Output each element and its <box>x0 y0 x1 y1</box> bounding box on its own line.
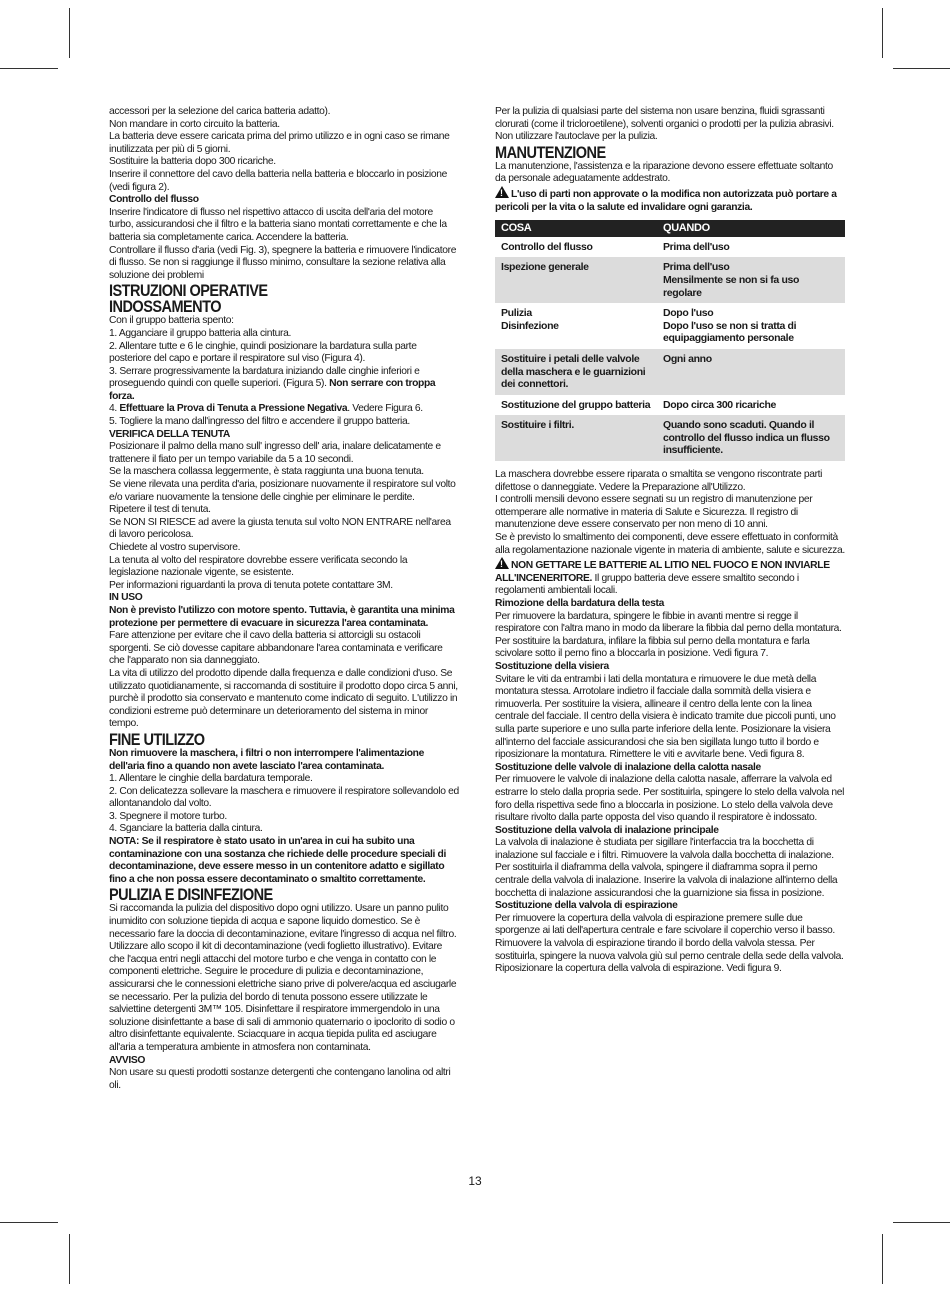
step: 1. Agganciare il gruppo batteria alla cintura. <box>109 327 291 339</box>
table-header-what: COSA <box>495 220 657 237</box>
warning-paragraph <box>495 186 845 214</box>
paragraph: Non usare su questi prodotti sostanze detergenti che contengano lanolina od altri oli. <box>109 1067 451 1091</box>
crop-mark <box>69 8 70 58</box>
paragraph: La maschera dovrebbe essere riparata o smaltita se vengono riscontrate parti difettose o danneggiate. Vedere la Preparazione all'Utilizzo. <box>495 469 823 493</box>
step: 3. Spegnere il motore turbo. <box>109 810 227 822</box>
table-cell-what: Pulizia Disinfezione <box>501 307 559 332</box>
table-cell-what: Sostituire i petali delle valvole della maschera e le guarnizioni dei connettori. <box>495 349 657 395</box>
table-row <box>495 237 845 258</box>
paragraph: La valvola di inalazione è studiata per sigillare l'interfaccia tra la bocchetta di inalazione sul facciale e i filtri. Rimuovere la valvola dalla bocchetta di inalazione. Per sostituirla il diaframma della valvola, spingere il diaframma sopra il perno centrale della valvola di inalazione. Inserire la valvola di inalazione all'interno della bocchetta di inalazione assicurandosi che la guarnizione sia fissa in posizione. <box>495 837 838 899</box>
crop-mark <box>69 1234 70 1284</box>
paragraph: Per rimuovere la bardatura, spingere le fibbie in avanti mentre si regge il respiratore con l'altra mano in modo da liberare la fibbia dal perno della montatura. Per sostituire la bardatura, infilare la fibbia sul perno della montatura e farla scivolare sotto il perno fino a bloccarla in posizione. Vedi figura 7. <box>495 610 842 660</box>
paragraph: Chiedete al vostro supervisore. <box>109 542 241 553</box>
maintenance-table <box>495 220 845 461</box>
subheading-seal-check: VERIFICA DELLA TENUTA <box>109 428 230 440</box>
paragraph: Inserire l'indicatore di flusso nel rispettivo attacco di uscita dell'aria del motore turbo, assicurandosi che il filtro e la batteria siano montati correttamente e che la batteria sia completamente carica. Accendere la batteria. <box>109 206 447 243</box>
subheading-flow-check: Controllo del flusso <box>109 194 199 206</box>
warning-text: NON GETTARE LE BATTERIE AL LITIO NEL FUOCO E NON INVIARLE ALL'INCENERITORE. <box>495 560 830 584</box>
warning-paragraph <box>495 557 845 598</box>
paragraph: Posizionare il palmo della mano sull' ingresso dell' aria, inalare delicatamente e trattenere il fiato per un tempo variabile da 5 a 10 secondi. <box>109 441 441 465</box>
page-number: 13 <box>468 1174 482 1188</box>
paragraph-bold: Non è previsto l'utilizzo con motore spento. Tuttavia, è garantita una minima protezione per permettere di evacuare in sicurezza l'area contaminata. <box>109 604 455 629</box>
table-cell-when: Ogni anno <box>657 349 845 395</box>
table-row <box>495 415 845 461</box>
subheading-inhalation-valve: Sostituzione della valvola di inalazione principale <box>495 824 719 836</box>
table-cell-what: Sostituzione del gruppo batteria <box>501 398 651 411</box>
warning-triangle-icon <box>495 557 509 569</box>
step: 1. Allentare le cinghie della bardatura temporale. <box>109 773 313 785</box>
heading-cleaning: PULIZIA E DISINFEZIONE <box>109 886 273 905</box>
crop-mark <box>0 1222 58 1223</box>
paragraph: La manutenzione, l'assistenza e la riparazione devono essere effettuate soltanto da personale adeguatamente addestrato. <box>495 160 833 185</box>
table-row <box>495 303 845 349</box>
paragraph: Svitare le viti da entrambi i lati della montatura e rimuovere le due metà della montatura stessa. Arrotolare indietro il facciale dalla sommità della visiera e rimuoverla. Per sostituire la visiera, allineare il centro della lente con la linea centrale del facciale. Il centro della visiera è indicato tramite due piccoli punti, uno sulla parte superiore e uno sulla parte inferiore della lente. Posizionare la visiera all'interno del facciale assicurandosi che sia ben sigillata lungo tutto il bordo e riposizionare la montatura. Rimettere le viti e avvitarle bene. Vedi figura 8. <box>495 673 836 761</box>
warning-text: L'uso di parti non approvate o la modifica non autorizzata può portare a pericoli per la vita o la salute ed invalidare ogni garanzia. <box>495 188 837 213</box>
subheading-nose-cup-valves: Sostituzione delle valvole di inalazione della calotta nasale <box>495 761 761 773</box>
table-row <box>495 349 845 395</box>
heading-end-of-use: FINE UTILIZZO <box>109 730 205 749</box>
table-cell-when: Prima dell'uso Mensilmente se non si fa uso regolare <box>657 257 845 303</box>
paragraph: Se è previsto lo smaltimento dei componenti, deve essere effettuato in conformità alla regolamentazione nazionale vigente in materia di ambiente, salute e sicurezza. <box>495 532 845 556</box>
step-text: 3. Serrare progressivamente la bardatura iniziando dalle cinghie inferiori e proseguendo quindi con quelle superiori. (Figura 5). <box>109 365 420 390</box>
subheading-warning: AVVISO <box>109 1054 146 1066</box>
note: NOTA: Se il respiratore è stato usato in un'area in cui ha subito una contaminazione con una sostanza che richiede delle procedure speciali di decontaminazione, deve essere messo in un contenitore adatto e sigillato fino a che non possa essere decontaminato o smaltito correttamente. <box>109 836 447 885</box>
step: 4. Sganciare la batteria dalla cintura. <box>109 823 263 835</box>
table-cell-when: Quando sono scaduti. Quando il controllo del flusso indica un flusso insufficiente. <box>657 415 845 461</box>
step-emphasis: Effettuare la Prova di Tenuta a Pressione Negativa <box>119 403 348 415</box>
paragraph: Ripetere il test di tenuta. <box>109 504 211 516</box>
heading-operating-instructions: ISTRUZIONI OPERATIVE <box>109 282 268 301</box>
step <box>109 403 459 416</box>
paragraph: Per informazioni riguardanti la prova di tenuta potete contattare 3M. <box>109 579 393 591</box>
paragraph: Per rimuovere la copertura della valvola di espirazione premere sulle due sporgenze ai lati dell'apertura centrale e fare scivolare il coperchio verso il basso. Rimuovere la valvola di espirazione tirando il bordo della valvola stessa. Per sostituirla, spingere la nuova valvola giù sul perno centrale della sede della valvola. Riposizionare la copertura della valvola di espirazione. Vedi figura 9. <box>495 912 844 975</box>
table-row <box>495 257 845 303</box>
table-row <box>495 395 845 416</box>
heading-donning: INDOSSAMENTO <box>109 298 221 317</box>
paragraph: La vita di utilizzo del prodotto dipende dalla frequenza e dalle condizioni d'uso. Se utilizzato quotidianamente, si raccomanda di sostituire il prodotto dopo circa 5 anni, purchè il prodotto sia conservato e mantenuto come indicato di seguito. L'utilizzo in condizioni estreme può determinare un deterioramento del sistema in minor tempo. <box>109 667 458 730</box>
paragraph: Se la maschera collassa leggermente, è stata raggiunta una buona tenuta. <box>109 466 424 478</box>
paragraph: La tenuta al volto del respiratore dovrebbe essere verificata secondo la legislazione nazionale vigente, se esistente. <box>109 554 408 579</box>
subheading-visor: Sostituzione della visiera <box>495 660 609 672</box>
paragraph: Fare attenzione per evitare che il cavo della batteria si attorcigli su ostacoli sporgenti. Se ciò dovesse capitare abbandonare l'area contaminata e verificare che l'apparato non sia danneggiato. <box>109 630 443 667</box>
paragraph: Non mandare in corto circuito la batteria. <box>109 118 280 130</box>
paragraph: Inserire il connettore del cavo della batteria nella batteria e bloccarlo in posizione (vedi figura 2). <box>109 168 447 193</box>
step: 5. Togliere la mano dall'ingresso del filtro e accendere il gruppo batteria. <box>109 416 410 428</box>
step <box>109 366 459 404</box>
table-header-when: QUANDO <box>657 220 845 237</box>
warning-triangle-icon <box>495 186 509 198</box>
warning-continuation: Il gruppo batteria deve essere smaltito secondo i regolamenti ambientali locali. <box>495 572 799 597</box>
paragraph-bold: Non rimuovere la maschera, i filtri o non interrompere l'alimentazione dell'aria fino a quando non avete lasciato l'area contaminata. <box>109 747 424 772</box>
step-text: . Vedere Figura 6. <box>347 403 423 415</box>
crop-mark <box>893 68 950 69</box>
step-number: 4. <box>109 403 120 415</box>
heading-maintenance: MANUTENZIONE <box>495 143 606 162</box>
subheading-head-harness: Rimozione della bardatura della testa <box>495 598 665 609</box>
paragraph: La batteria deve essere caricata prima del primo utilizzo e in ogni caso se rimane inutilizzata per più di 5 giorni. <box>109 131 450 155</box>
crop-mark <box>882 8 883 58</box>
paragraph: Con il gruppo batteria spento: <box>109 315 234 327</box>
paragraph: Non utilizzare l'autoclave per la pulizia. <box>495 131 658 143</box>
crop-mark <box>0 68 58 69</box>
paragraph: I controlli mensili devono essere segnati su un registro di manutenzione per ottemperare alle normative in materia di Salute e Sicurezza. Il registro di manutenzione deve essere conservato per non meno di 10 anni. <box>495 494 813 531</box>
paragraph: Controllare il flusso d'aria (vedi Fig. 3), spegnere la batteria e rimuovere l'indicatore di flusso. Se non si raggiunge il flusso minimo, consultare la sezione relativa alla soluzione dei problemi <box>109 244 457 281</box>
subheading-exhalation-valve: Sostituzione della valvola di espirazione <box>495 900 678 912</box>
table-cell-when: Prima dell'uso <box>663 240 730 253</box>
left-column <box>109 106 459 1092</box>
paragraph: Se viene rilevata una perdita d'aria, posizionare nuovamente il respiratore sul volto e/o variare nuovamente la tensione delle cinghie per eliminare le perdite. <box>109 479 456 503</box>
step: 2. Con delicatezza sollevare la maschera e rimuovere il respiratore sollevandolo ed allontanandolo dal volto. <box>109 785 459 810</box>
paragraph: Per rimuovere le valvole di inalazione della calotta nasale, afferrare la valvola ed estrarre lo stelo dalla propria sede. Per sostituirla, spingere lo stelo della valvola nel foro della rispettiva sede fino a bloccarla in posizione. Lo stelo della valvola deve risultare rivolto dalla parte opposta del viso quando il respiratore è indossato. <box>495 774 845 824</box>
paragraph: Se NON SI RIESCE ad avere la giusta tenuta sul volto NON ENTRARE nell'area di lavoro pericolosa. <box>109 516 451 541</box>
paragraph: Per la pulizia di qualsiasi parte del sistema non usare benzina, fluidi sgrassanti clorurati (come il tricloroetilene), solventi organici o prodotti per la pulizia abrasivi. <box>495 106 834 130</box>
table-cell-what: Controllo del flusso <box>501 240 593 253</box>
crop-mark <box>893 1222 950 1223</box>
table-cell-when: Dopo l'uso Dopo l'uso se non si tratta di equipaggiamento personale <box>663 307 797 345</box>
paragraph: Sostituire la batteria dopo 300 ricariche. <box>109 156 276 168</box>
step-warning: Non serrare con troppa forza. <box>109 378 436 402</box>
paragraph: Si raccomanda la pulizia del dispositivo dopo ogni utilizzo. Usare un panno pulito inumidito con soluzione tiepida di acqua e sapone liquido domestico. Se è necessario fare la doccia di decontaminazione, evitare l'ingresso di acqua nel filtro. Utilizzare allo scopo il kit di decontaminazione (vedi foglietto illustrativo). Evitare che l'acqua entri negli attacchi del motore turbo e che venga in contatto con le componenti elettriche. Seguire le procedure di pulizia e decontaminazione, assicurarsi che le connessioni elettriche siano prive di polvere/acqua ed asciugarle se necessario. Per la pulizia del bordo di tenuta possono essere utilizzate le salviettine detergenti 3M™ 105. Disinfettare il respiratore immergendolo in una soluzione disinfettante a base di sali di ammonio quaternario o ipoclorito di sodio o altro disinfettante equivalente. Sciacquare in acqua tiepida pulita ed asciugare all'aria a temperatura ambiente in atmosfera non contaminata. <box>109 903 457 1053</box>
paragraph: accessori per la selezione del carica batteria adatto). <box>109 106 331 117</box>
right-column <box>495 106 845 976</box>
step: 2. Allentare tutte e 6 le cinghie, quindi posizionare la bardatura sulla parte posteriore del capo e portare il respiratore sul viso (Figura 4). <box>109 340 417 365</box>
table-cell-what: Sostituire i filtri. <box>495 415 657 461</box>
table-cell-when: Dopo circa 300 ricariche <box>663 398 776 411</box>
table-cell-what: Ispezione generale <box>495 257 657 303</box>
subheading-in-use: IN USO <box>109 592 143 604</box>
crop-mark <box>882 1234 883 1284</box>
